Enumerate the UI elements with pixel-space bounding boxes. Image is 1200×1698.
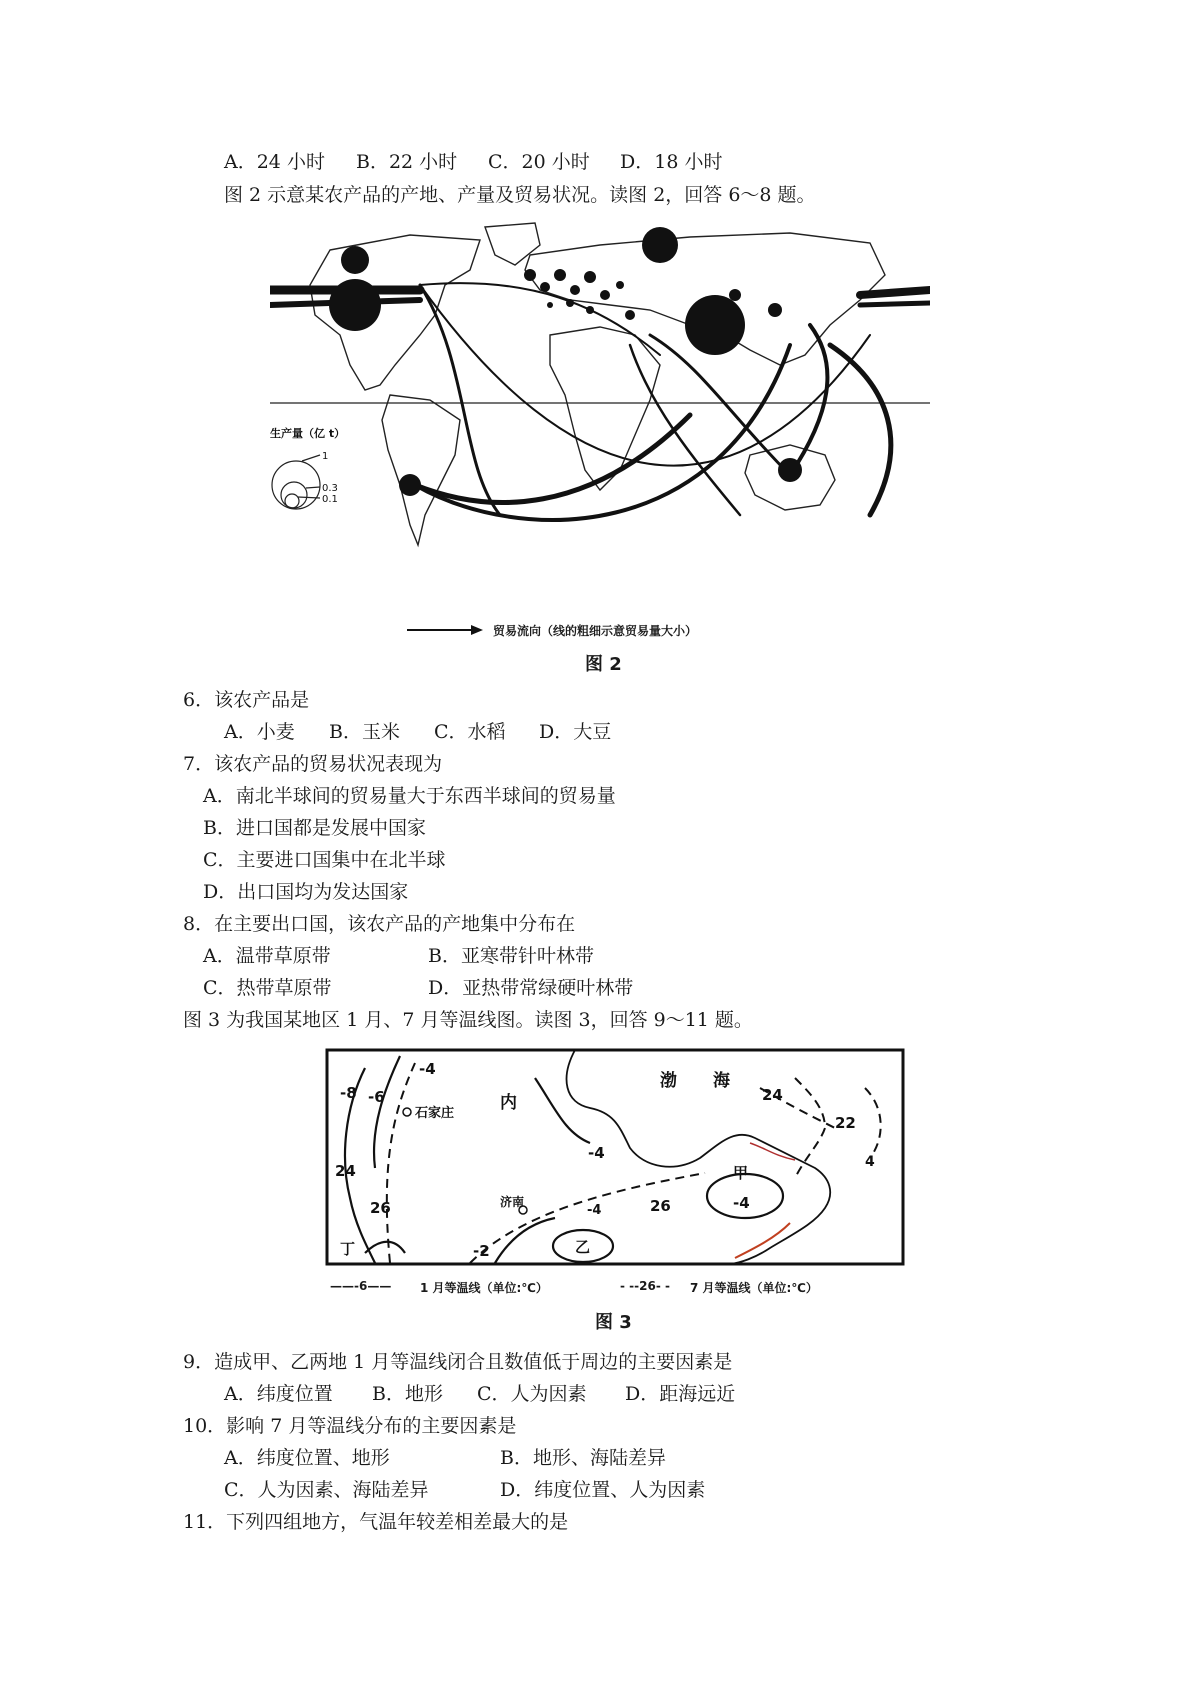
map-label-v_26b: 26 (650, 1197, 671, 1215)
q8-stem: 8．在主要出口国，该农产品的产地集中分布在 (183, 913, 576, 935)
q5-option-a: A．24 小时 (224, 151, 325, 173)
map-label-v_m4c: -4 (733, 1194, 750, 1212)
scale-label-0-3: 0.3 (322, 483, 338, 494)
q9-option-c: C．人为因素 (477, 1383, 587, 1405)
fig3-legend (330, 1276, 910, 1298)
fig2-caption: 图 2 (585, 654, 622, 675)
q8-option-a: A．温带草原带 (203, 945, 331, 967)
q6-option-d: D．大豆 (539, 721, 612, 743)
map-label-v_24b: 24 (762, 1086, 783, 1104)
map-label-nei: 内 (500, 1093, 517, 1113)
map-label-v_m6: -6 (368, 1088, 385, 1106)
fig3-caption: 图 3 (595, 1312, 632, 1333)
fig3-intro: 图 3 为我国某地区 1 月、7 月等温线图。读图 3，回答 9～11 题。 (183, 1009, 753, 1031)
arrow-legend-label: 贸易流向（线的粗细示意贸易量大小） (493, 624, 698, 638)
q8-option-d: D．亚热带常绿硬叶林带 (428, 977, 634, 999)
q9-option-a: A．纬度位置 (224, 1383, 333, 1405)
q10-stem: 10．影响 7 月等温线分布的主要因素是 (183, 1415, 517, 1437)
map-label-jia: 甲 (733, 1164, 749, 1182)
q9-options (224, 1382, 735, 1406)
jan-legend-label: 1 月等温线（单位:℃） (420, 1281, 548, 1295)
q7-option-d: D．出口国均为发达国家 (203, 881, 409, 903)
q5-options (224, 150, 722, 174)
map-frame (327, 1050, 903, 1264)
q7-option-c: C．主要进口国集中在北半球 (203, 849, 446, 871)
map-label-bohai2: 海 (713, 1071, 730, 1091)
q6-options (224, 720, 611, 744)
production-legend-title: 生产量（亿 t） (270, 427, 346, 440)
map-label-v_m2: -2 (473, 1242, 490, 1260)
map-label-v_4: 4 (865, 1154, 875, 1170)
scale-circle-1 (272, 461, 320, 509)
jan-legend-sample: ——-6—— (330, 1279, 392, 1293)
figure-3-isotherm-map (325, 1048, 905, 1266)
q10-option-c: C．人为因素、海陆差异 (224, 1479, 429, 1501)
jul-legend-sample: - --26- - (620, 1279, 670, 1293)
map-label-v_m4a: -4 (419, 1060, 436, 1078)
q9-stem: 9．造成甲、乙两地 1 月等温线闭合且数值低于周边的主要因素是 (183, 1351, 733, 1373)
fig2-arrow-legend (405, 620, 825, 640)
map-label-v_m4b: -4 (588, 1144, 605, 1162)
q7-option-b: B．进口国都是发展中国家 (203, 817, 426, 839)
q8-option-c: C．热带草原带 (203, 977, 332, 999)
map-label-ding: 丁 (340, 1240, 356, 1258)
map-label-v_24a: 24 (335, 1162, 356, 1180)
map-label-bohai1: 渤 (660, 1071, 677, 1091)
q8-option-b: B．亚寒带针叶林带 (428, 945, 594, 967)
scale-label-0-1: 0.1 (322, 494, 338, 505)
q9-option-b: B．地形 (372, 1383, 443, 1405)
q10-option-d: D．纬度位置、人为因素 (500, 1479, 706, 1501)
map-label-v_m4d: -4 (587, 1203, 602, 1218)
map-label-v_m8: -8 (340, 1084, 357, 1102)
q5-option-b: B．22 小时 (356, 151, 458, 173)
q6-option-a: A．小麦 (224, 721, 295, 743)
scale-label-1: 1 (322, 451, 329, 462)
fig2-intro: 图 2 示意某农产品的产地、产量及贸易状况。读图 2，回答 6～8 题。 (224, 184, 816, 206)
q10-option-a: A．纬度位置、地形 (224, 1447, 390, 1469)
jul-legend-label: 7 月等温线（单位:℃） (690, 1281, 818, 1295)
q11-stem: 11．下列四组地方，气温年较差相差最大的是 (183, 1511, 569, 1533)
q5-option-d: D．18 小时 (620, 151, 723, 173)
map-label-shijiazhuang: 石家庄 (415, 1106, 455, 1121)
q5-option-c: C．20 小时 (488, 151, 590, 173)
q7-option-a: A．南北半球间的贸易量大于东西半球间的贸易量 (203, 785, 616, 807)
figure-2-world-map (270, 215, 930, 600)
scale-circle-0-3 (281, 482, 307, 508)
map-label-jinan: 济南 (500, 1195, 525, 1209)
map-label-v_22: 22 (835, 1114, 856, 1132)
map-label-v_26a: 26 (370, 1199, 391, 1217)
africa-shape (550, 327, 660, 490)
q6-option-c: C．水稻 (434, 721, 506, 743)
q9-option-d: D．距海远近 (625, 1383, 736, 1405)
q10-option-b: B．地形、海陆差异 (500, 1447, 666, 1469)
shijiazhuang-dot (403, 1108, 411, 1116)
q7-stem: 7．该农产品的贸易状况表现为 (183, 753, 443, 775)
scale-circle-0-1 (285, 494, 299, 508)
map-label-yi: 乙 (575, 1238, 591, 1256)
q6-option-b: B．玉米 (329, 721, 400, 743)
q6-stem: 6．该农产品是 (183, 689, 310, 711)
south-america-shape (382, 395, 460, 545)
